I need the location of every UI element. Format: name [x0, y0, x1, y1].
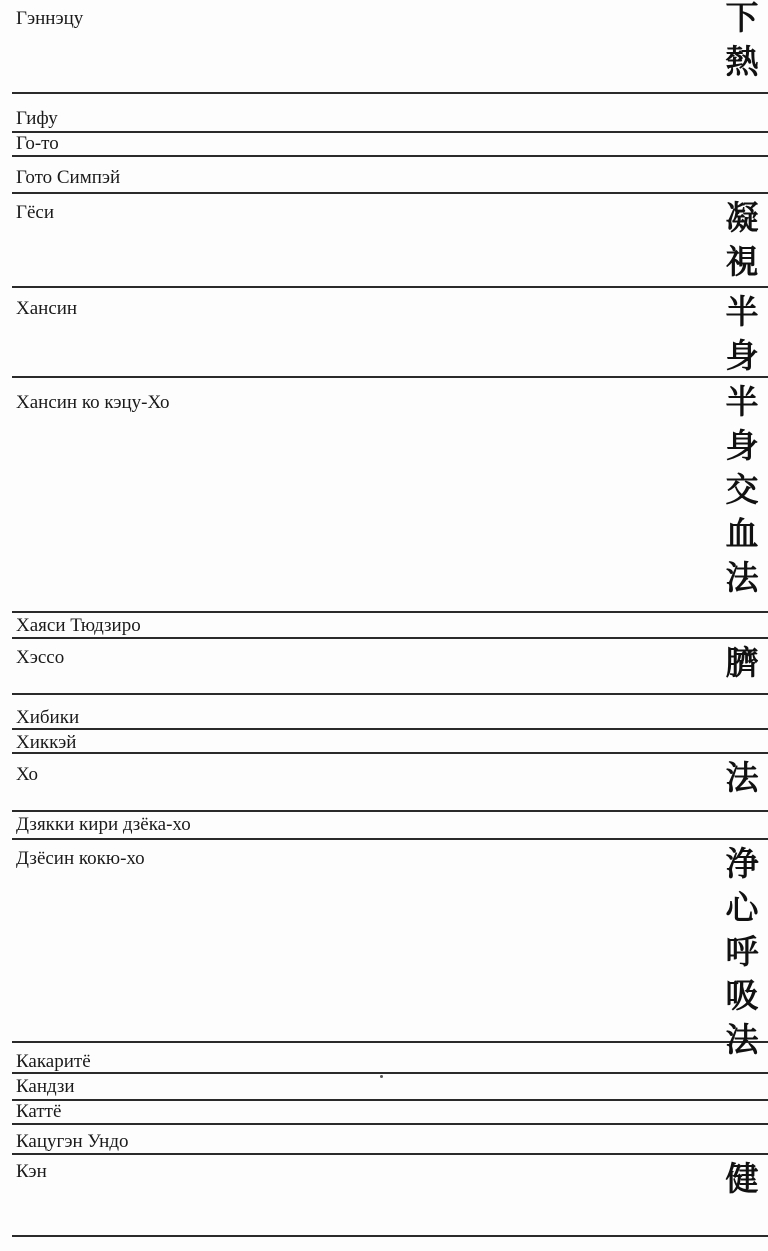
glossary-entry — [12, 613, 768, 639]
kanji-character: 健 — [725, 1159, 759, 1198]
kanji-character: 身 — [725, 426, 759, 465]
glossary-entry — [12, 1043, 768, 1074]
glossary-term: Хансин — [16, 298, 78, 319]
glossary-entry — [12, 1125, 768, 1155]
glossary-term: Дзякки кири дзёка-хо — [16, 814, 191, 835]
kanji-column — [722, 196, 762, 284]
glossary-entry — [12, 1155, 768, 1237]
glossary-entry — [12, 157, 768, 194]
glossary-entry — [12, 194, 768, 288]
glossary-term: Кацугэн Ундо — [16, 1131, 129, 1152]
kanji-character: 身 — [725, 336, 759, 375]
glossary-entry — [12, 730, 768, 754]
glossary-term: Хансин ко кэцу-Хо — [16, 392, 170, 413]
glossary-entry — [12, 639, 768, 695]
kanji-column — [722, 0, 762, 84]
glossary-entry — [12, 133, 768, 157]
glossary-table — [12, 0, 768, 1237]
kanji-character: 臍 — [725, 643, 759, 682]
glossary-term: Хиккэй — [16, 732, 77, 753]
glossary-entry — [12, 0, 768, 94]
glossary-term: Хаяси Тюдзиро — [16, 615, 141, 636]
glossary-term: Какаритё — [16, 1051, 91, 1072]
glossary-entry — [12, 812, 768, 840]
glossary-entry — [12, 378, 768, 613]
glossary-entry — [12, 288, 768, 378]
glossary-entry — [12, 840, 768, 1059]
glossary-entry — [12, 1101, 768, 1125]
kanji-column — [722, 842, 762, 1062]
kanji-character: 法 — [725, 558, 759, 597]
print-speck — [380, 1075, 383, 1078]
kanji-character: 凝 — [725, 198, 759, 237]
kanji-column — [722, 1157, 762, 1201]
glossary-entry — [12, 695, 768, 730]
kanji-character: 心 — [725, 888, 759, 927]
kanji-character: 法 — [725, 758, 759, 797]
glossary-term: Гото Симпэй — [16, 167, 121, 188]
kanji-column — [722, 380, 762, 600]
kanji-character: 呼 — [725, 932, 759, 971]
glossary-term: Кэн — [16, 1161, 47, 1182]
glossary-term: Гёси — [16, 202, 55, 223]
kanji-column — [722, 641, 762, 685]
kanji-character: 熱 — [725, 42, 759, 81]
kanji-character: 下 — [725, 0, 759, 37]
glossary-entry — [12, 1074, 768, 1101]
glossary-entry — [12, 94, 768, 133]
kanji-character: 半 — [725, 292, 759, 331]
glossary-term: Дзёсин кокю-хо — [16, 848, 145, 869]
kanji-character: 血 — [725, 514, 759, 553]
kanji-column — [722, 756, 762, 800]
glossary-entry — [12, 754, 768, 812]
glossary-term: Гэннэцу — [16, 8, 84, 29]
glossary-term: Каттё — [16, 1101, 62, 1122]
glossary-term: Го-то — [16, 133, 59, 154]
kanji-character: 半 — [725, 382, 759, 421]
glossary-term: Кандзи — [16, 1076, 75, 1097]
kanji-character: 吸 — [725, 976, 759, 1015]
glossary-term: Хибики — [16, 707, 80, 728]
kanji-character: 法 — [725, 1020, 759, 1059]
kanji-character: 交 — [725, 470, 759, 509]
glossary-term: Хэссо — [16, 647, 65, 668]
kanji-column — [722, 290, 762, 378]
glossary-term: Хо — [16, 764, 39, 785]
glossary-term: Гифу — [16, 108, 58, 129]
kanji-character: 視 — [725, 242, 759, 281]
kanji-character: 浄 — [725, 844, 759, 883]
